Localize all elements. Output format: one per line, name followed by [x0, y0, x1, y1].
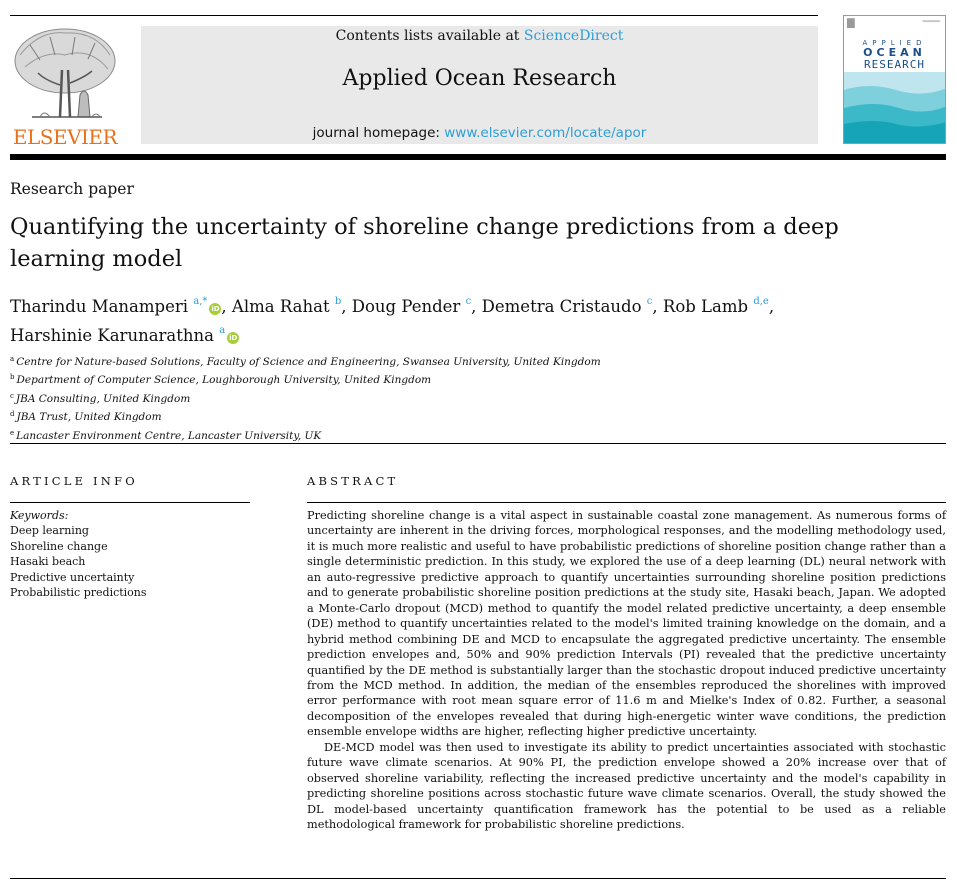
- orcid-icon[interactable]: iD: [229, 334, 238, 342]
- keywords-block: [10, 508, 250, 600]
- homepage-line: [141, 125, 818, 141]
- article-info-rule: [10, 502, 250, 503]
- author-name[interactable]: Tharindu Manamperi: [10, 297, 189, 316]
- affiliation-letter: d: [10, 410, 15, 419]
- article-info-heading: ARTICLE INFO: [10, 474, 138, 488]
- elsevier-wordmark: ELSEVIER: [12, 125, 118, 149]
- affiliation-list: [10, 352, 910, 444]
- affiliation-item: [10, 352, 910, 370]
- author-list: Tharindu Manamperi $^{a,*}$iD , Alma Rahat $^b$, Doug Pender $^c$, Demetra Cristaudo $^c$, Rob Lamb $^{d,e}$, Harshinie Karunarathna $^a$iD: [10, 296, 775, 345]
- bottom-rule: [10, 878, 946, 879]
- keyword-item[interactable]: Probabilistic predictions: [10, 586, 147, 600]
- affiliation-letter: b: [10, 373, 15, 382]
- contents-prefix: Contents lists available at: [335, 28, 524, 44]
- keyword-item[interactable]: Deep learning: [10, 524, 89, 538]
- keyword-item[interactable]: Predictive uncertainty: [10, 570, 135, 584]
- author-name[interactable]: Demetra Cristaudo: [481, 297, 642, 316]
- author-name[interactable]: Rob Lamb: [662, 297, 749, 316]
- affiliation-text: JBA Trust, United Kingdom: [16, 411, 162, 424]
- author-name[interactable]: Alma Rahat: [231, 297, 330, 316]
- affiliation-item: [10, 389, 910, 407]
- header-thick-rule: [10, 154, 946, 160]
- article-type: Research paper: [10, 180, 134, 198]
- elsevier-tree-icon: [10, 25, 120, 125]
- affiliation-text: JBA Consulting, United Kingdom: [15, 392, 191, 405]
- author-affiliation-marker[interactable]: a: [219, 325, 226, 336]
- author-affiliation-marker[interactable]: d,e: [753, 296, 769, 307]
- cover-line3: RESEARCH: [864, 58, 925, 71]
- header-top-rule: [10, 15, 818, 16]
- keywords-label: Keywords:: [10, 509, 69, 522]
- affiliation-letter: a: [10, 355, 15, 363]
- author-affiliation-marker[interactable]: c: [646, 296, 653, 307]
- author-affiliation-marker[interactable]: a,*: [193, 296, 208, 307]
- journal-homepage-link[interactable]: www.elsevier.com/locate/apor: [444, 125, 647, 141]
- abstract-paragraph-1: Predicting shoreline change is a vital aspect in sustainable coastal zone management. As numerous forms of uncertainty are inherent in the driving forces, morphological responses, and the modelling methodology used, it is much more realistic and useful to have probabilistic predictions of shoreline position change rather than a single deterministic prediction. In this study, we explored the use of a deep learning (DL) neural network with an auto-regressive predictive approach to quantify uncertainties surrounding shoreline position predictions and to generate probabilistic shoreline position predictions at the study site, Hasaki beach, Japan. We adopted a Monte-Carlo dropout (MCD) method to quantify the model related predictive uncertainty, a deep ensemble (DE) method to quantify uncertainties related to the model's limited training knowledge on the domain, and a hybrid method combining DE and MCD to encapsulate the aggregated predictive uncertainty. The ensemble prediction envelopes and, 50% and 90% prediction Intervals (PI) revealed that the predictive uncertainty quantified by the DE method is substantially larger than the stochastic dropout induced predictive uncertainty from the MCD method. In addition, the median of the ensembles reproduced the shorelines with improved error performance with root mean square error of 11.6 m and Mielke's Index of 0.82. Further, a seasonal decomposition of the envelopes revealed that during high-energetic winter wave conditions, the prediction ensemble envelope widths are higher, reflecting higher predictive uncertainty.: [307, 509, 946, 739]
- abstract-heading: ABSTRACT: [307, 474, 399, 488]
- keyword-item[interactable]: Hasaki beach: [10, 555, 86, 569]
- orcid-icon[interactable]: iD: [211, 305, 220, 313]
- abstract-body: [307, 508, 946, 833]
- author-affiliation-marker[interactable]: b: [334, 296, 342, 307]
- affiliation-text: Centre for Nature-based Solutions, Faculty of Science and Engineering, Swansea University, United Kingdom: [16, 356, 601, 368]
- elsevier-logo[interactable]: [10, 25, 120, 147]
- keyword-item[interactable]: Shoreline change: [10, 539, 108, 553]
- affiliation-text: Lancaster Environment Centre, Lancaster University, UK: [16, 429, 322, 442]
- homepage-prefix: journal homepage:: [312, 125, 445, 141]
- section-rule: [10, 443, 946, 444]
- affiliation-text: Department of Computer Science, Loughborough University, United Kingdom: [16, 374, 432, 387]
- journal-title: Applied Ocean Research: [342, 66, 617, 91]
- journal-banner: [141, 26, 818, 144]
- author-affiliation-marker[interactable]: c: [465, 296, 472, 307]
- author-name[interactable]: Harshinie Karunarathna: [10, 326, 214, 345]
- cover-line1: APPLIED: [862, 39, 927, 47]
- affiliation-item: [10, 407, 910, 425]
- affiliation-item: [10, 370, 910, 388]
- journal-cover-thumbnail[interactable]: [843, 15, 946, 144]
- sciencedirect-link[interactable]: ScienceDirect: [523, 28, 624, 44]
- contents-line: [141, 28, 818, 44]
- affiliation-letter: c: [10, 391, 14, 400]
- abstract-rule: [307, 502, 946, 503]
- affiliation-item: [10, 426, 910, 444]
- article-title: Quantifying the uncertainty of shoreline change predictions from a deep learning model: [10, 214, 839, 272]
- cover-wave-art: [844, 72, 946, 144]
- abstract-paragraph-2: DE-MCD model was then used to investigate its ability to predict uncertainties associated with stochastic future wave climate scenarios. At 90% PI, the prediction envelope showed a 20% increase over that of observed shoreline variability, reflecting the increased predictive uncertainty and the model's capability in predicting shoreline positions across stochastic future wave climate scenarios. Overall, the study showed the DL model-based uncertainty quantification framework has the potential to be used as a reliable methodological framework for probabilistic shoreline predictions.: [307, 740, 946, 832]
- author-name[interactable]: Doug Pender: [351, 297, 461, 316]
- keyword-list: [10, 523, 250, 600]
- affiliation-letter: e: [10, 428, 15, 437]
- cover-line2: OCEAN: [863, 46, 926, 59]
